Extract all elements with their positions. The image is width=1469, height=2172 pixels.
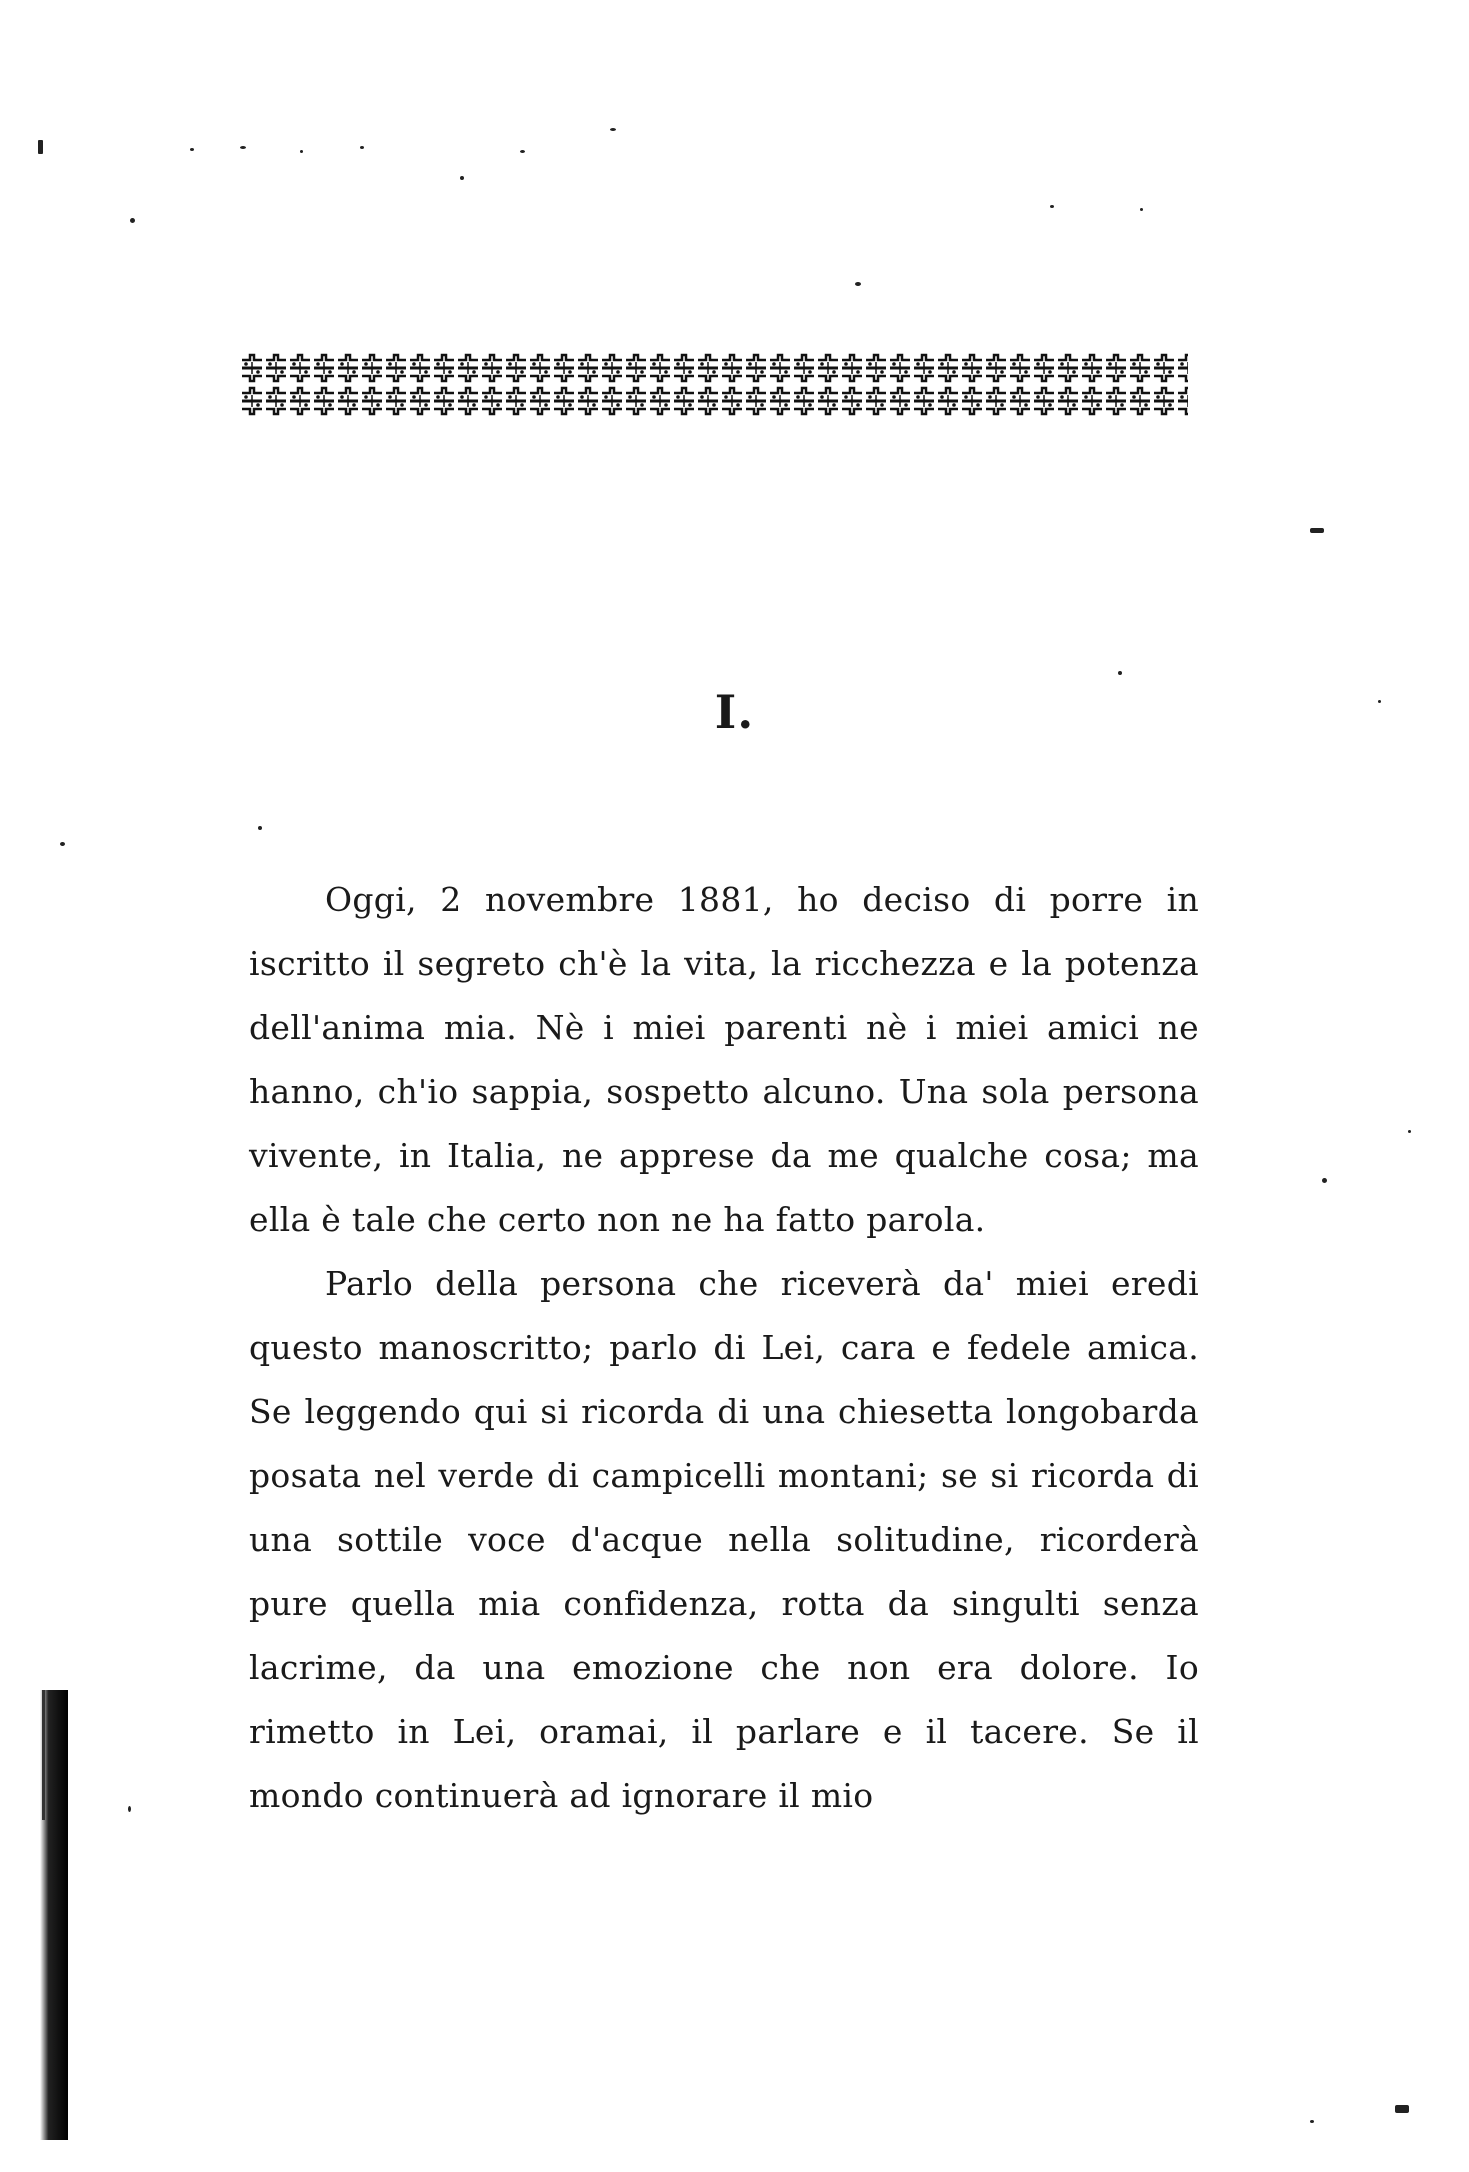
scan-speck bbox=[1310, 2120, 1314, 2123]
scan-speck bbox=[1395, 2105, 1409, 2113]
scan-speck bbox=[520, 150, 525, 153]
binding-edge-line bbox=[42, 1690, 45, 1820]
scan-speck bbox=[1118, 671, 1122, 675]
scan-speck bbox=[130, 218, 135, 223]
scan-speck bbox=[360, 146, 364, 149]
scan-speck bbox=[1050, 205, 1054, 208]
chapter-heading: I. bbox=[714, 685, 755, 739]
scan-speck bbox=[128, 1806, 131, 1812]
ornamental-border bbox=[240, 352, 1188, 418]
body-text bbox=[249, 868, 1199, 1828]
scan-speck bbox=[60, 842, 65, 846]
scan-speck bbox=[1140, 208, 1143, 211]
scan-speck bbox=[300, 150, 303, 153]
paragraph: Oggi, 2 novembre 1881, ho deciso di porre in iscritto il segreto ch'è la vita, la ricchezza e la potenza dell'anima mia. Nè i miei parenti nè i miei amici ne hanno, ch'io sappia, sospetto alcuno. Una sola persona vivente, in Italia, ne apprese da me qualche cosa; ma ella è tale che certo non ne ha fatto parola. bbox=[249, 880, 1199, 1239]
scan-speck bbox=[460, 176, 464, 180]
paragraph: Parlo della persona che riceverà da' miei eredi questo manoscritto; parlo di Lei, cara e fedele amica. Se leggendo qui si ricorda di una chiesetta longobarda posata nel verde di campicelli montani; se si ricorda di una sottile voce d'acque nella solitudine, ricorderà pure quella mia confidenza, rotta da singulti senza lacrime, da una emozione che non era dolore. Io rimetto in Lei, oramai, il parlare e il tacere. Se il mondo continuerà ad ignorare il mio bbox=[249, 1264, 1199, 1815]
scan-speck bbox=[258, 826, 262, 830]
scan-speck bbox=[1408, 1130, 1411, 1133]
scan-speck bbox=[1322, 1178, 1327, 1183]
scan-speck bbox=[38, 140, 43, 154]
scan-speck bbox=[190, 148, 194, 151]
scan-speck bbox=[1310, 528, 1324, 533]
scan-speck bbox=[240, 146, 246, 149]
scan-speck bbox=[855, 282, 861, 286]
scan-speck bbox=[610, 128, 616, 131]
